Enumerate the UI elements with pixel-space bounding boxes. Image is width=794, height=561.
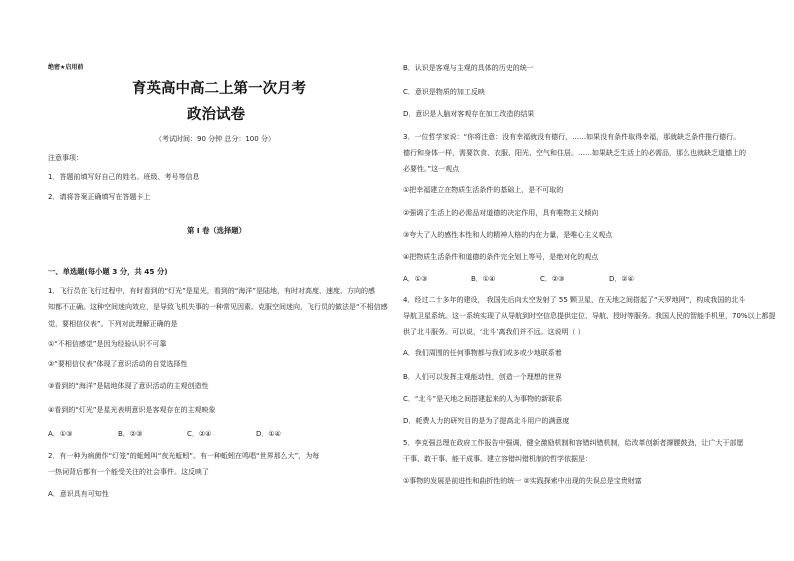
notice-item: 1．答题前填写好自己的姓名、班级、考号等信息 bbox=[48, 173, 200, 181]
option: A．意识具有可知性 bbox=[48, 490, 109, 498]
secret-label: 绝密★启用前 bbox=[48, 64, 84, 71]
question-line: 知都不正确。这种空间迷向效应，是导致飞机失事的一种常见因素。克服空间迷向，飞行员的做法是“不相信感 bbox=[48, 303, 388, 311]
question-line: 导航卫星系统。这一系统实现了从导航到时空信息提供定位、导航、授时等服务。我国人民的智能手机里，70%以上都提 bbox=[403, 312, 776, 320]
option: A．我们周围的任何事物都与我们或多或少地联系着 bbox=[403, 349, 562, 357]
option: B．②③ bbox=[118, 430, 143, 438]
option: C．②③ bbox=[540, 275, 565, 283]
statement: ①把幸福建立在物质生活条件的基础上，是不可取的 bbox=[403, 186, 564, 194]
option: D．①④ bbox=[256, 430, 281, 438]
statement: ④把物质生活条件和道德的条件完全划上等号，是绝对化的观点 bbox=[403, 253, 599, 261]
statement: ①“不相信感觉”是因为经验认识不可靠 bbox=[48, 340, 167, 348]
option: C．“北斗”是天地之间搭建起来的人为事物的新联系 bbox=[403, 395, 563, 403]
statement: ④看到的“灯光”是星光表明意识是客观存在的主观映象 bbox=[48, 406, 216, 414]
statement: ③夸大了人的感性本性和人的精神人格的内在力量，是唯心主义观点 bbox=[403, 231, 613, 239]
question-line: 德行和身体一样，需要饮食、衣服、阳光、空气和住居。……如果缺乏生活上的必需品，那么也就缺乏道德上的 bbox=[403, 149, 746, 157]
question-line: 一热词背后都有一个能受关注的社会事件。这反映了 bbox=[48, 468, 209, 476]
option: B．①④ bbox=[471, 275, 496, 283]
exam-subtitle: 政治试卷 bbox=[187, 106, 245, 123]
question-line: 2．有一种为病菌作“灯笼”的蚯蚓叫“夜光蚯蚓”。有一种蚯蚓在鸣唱“世界那么大”，为每 bbox=[48, 452, 320, 460]
statement: ②强调了生活上的必需品对道德的决定作用，具有唯物主义倾向 bbox=[403, 209, 599, 217]
question-line: 干事、敢干事、能干成事。建立容错纠错机制的哲学依据是： bbox=[403, 455, 592, 463]
question-line: 3．一位哲学家说：“你将注意：没有幸福就没有德行，……如果没有条件取得幸福，那就缺乏条件推行德行。 bbox=[403, 133, 741, 141]
question-line: 5．李克强总理在政府工作报告中强调，健全激励机制和容错纠错机制，给改革创新者撑腰鼓劲，让广大干部愿 bbox=[403, 439, 744, 447]
section-heading: 一、单选题(每小题 3 分，共 45 分) bbox=[48, 267, 168, 276]
option: A．①③ bbox=[48, 430, 73, 438]
exam-info: （考试时间：90 分钟 总分：100 分） bbox=[155, 135, 275, 143]
statement: ①事物的发展是前进性和曲折性的统一 ②实践探索中出现的失误总是宝贵财富 bbox=[403, 477, 642, 485]
option: D．耗费人力的研究目的是为了提高北斗用户的满意度 bbox=[403, 417, 570, 425]
question-line: 1．飞行员在飞行过程中，有时看到的“灯光”是星光，看到的“海洋”是陆地，有时对高度、速度、方向的感 bbox=[48, 287, 375, 295]
option: D．②④ bbox=[609, 275, 634, 283]
option: A．①③ bbox=[403, 275, 428, 283]
notice-item: 2．请将答案正确填写在答题卡上 bbox=[48, 193, 151, 201]
statement: ②“要相信仪表”体现了意识活动的自觉选择性 bbox=[48, 360, 188, 368]
notice-heading: 注意事项： bbox=[48, 154, 83, 162]
option: C．②④ bbox=[187, 430, 212, 438]
option: B．人们可以发挥主观能动性，创造一个理想的世界 bbox=[403, 373, 562, 381]
question-line: 供了北斗服务。可以说，‘北斗’离我们并不远。这说明（ ） bbox=[403, 328, 585, 336]
statement: ③看到的“海洋”是陆地体现了意识活动的主观创造性 bbox=[48, 382, 209, 390]
question-line: 必要性。”这一观点 bbox=[403, 165, 460, 173]
option: C．意识是物质的加工反映 bbox=[403, 88, 485, 96]
question-line: 觉，要相信仪表”。下列对此理解正确的是 bbox=[48, 320, 178, 328]
question-line: 4．经过二十多年的建设， 我国先后向太空发射了 55 颗卫星，在天地之间搭起了“天罗地网”，构成我国的北斗 bbox=[403, 296, 746, 304]
option: B．认识是客观与主观的具体的历史的统一 bbox=[403, 64, 534, 72]
section-title: 第 I 卷（选择题） bbox=[187, 226, 246, 235]
exam-title: 育英高中高二上第一次月考 bbox=[132, 80, 306, 97]
option: D．意识是人脑对客观存在加工改造的结果 bbox=[403, 110, 535, 118]
